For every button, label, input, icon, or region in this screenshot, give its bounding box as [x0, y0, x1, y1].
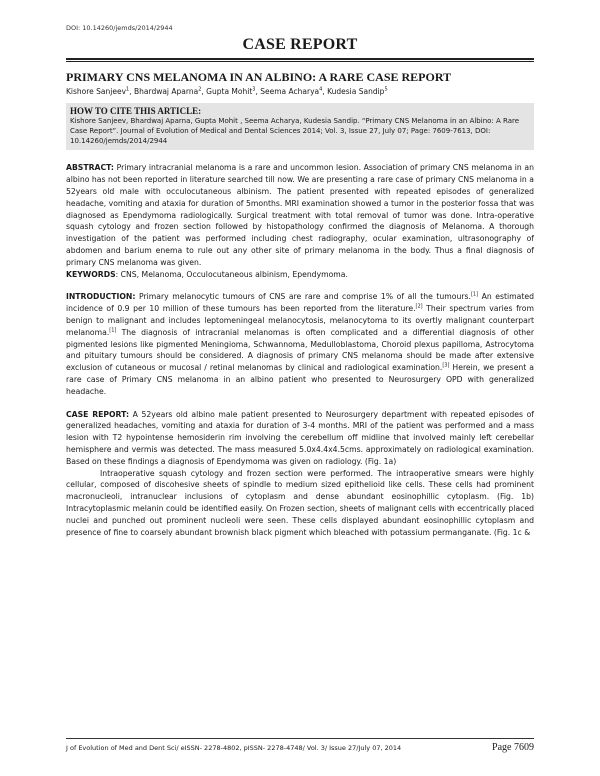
introduction-text: Their spectrum varies from benign to malignant and includes leptomeningeal melanocytosis, melanocytoma to its overtly malignant counterpart melanoma.	[66, 304, 534, 337]
keywords-paragraph	[66, 269, 534, 281]
introduction-text: The diagnosis of intracranial melanomas is often complicated and a differential diagnosis of other pigmented lesions like pigmented Meningioma, Schwannoma, Medulloblastoma, Choroid plexus papilloma, Astrocytoma and pituitary tumours should be considered. A diagnosis of primary CNS melanoma should be made after extensive exclusion of cutaneous or mucosal / retinal melanomas by clinical and radiological examination.	[66, 327, 534, 373]
reference-marker: [1]	[470, 291, 479, 298]
author-affiliation: 1	[126, 86, 130, 93]
citation-box	[66, 103, 534, 150]
doi-text: DOI: 10.14260/jemds/2014/2944	[66, 24, 173, 32]
case-report-label: CASE REPORT:	[66, 409, 130, 419]
reference-marker: [1]	[109, 327, 117, 334]
author-affiliation: 5	[384, 86, 388, 93]
author-name: Gupta Mohit	[206, 87, 253, 96]
author-name: Kishore Sanjeev	[66, 87, 127, 96]
reference-marker: [3]	[442, 362, 450, 369]
report-type-heading: CASE REPORT	[242, 36, 358, 53]
citation-text: Kishore Sanjeev, Bhardwaj Aparna, Gupta Mohit , Seema Acharya, Kudesia Sandip. “Primary CNS Melanoma in an Albino: A Rare Case Report”. Journal of Evolution of Medical and Dental Sciences 2014; Vol. 3, Issue 27, July 07; Page: 7609-7613, DOI: 10.14260/jemds/2014/2944	[70, 117, 520, 145]
keywords-label: KEYWORDS	[66, 269, 116, 279]
header-rule-thick	[66, 58, 534, 60]
article-title: PRIMARY CNS MELANOMA IN AN ALBINO: A RARE CASE REPORT	[66, 70, 452, 84]
author-name: Seema Acharya	[260, 87, 320, 96]
case-report-text: A 52years old albino male patient presented to Neurosurgery department with repeated episodes of generalized headaches, vomiting and ataxia for duration of 3-4 months. MRI of the patient was performed and a mass lesion with T2 hypointense hemosiderin rim involving the cerebellum off midline that involved mainly left cerebellar hemisphere and vermis was detected. The mass measured 5.0x4.4x4.5cms. approximately on radiological examination. Based on these findings a diagnosis of Ependymoma was given on radiology. (Fig. 1a)	[66, 409, 534, 466]
reference-marker: [2]	[415, 303, 423, 310]
citation-heading: HOW TO CITE THIS ARTICLE:	[70, 106, 202, 116]
author-name: Kudesia Sandip	[327, 87, 385, 96]
introduction-text: An estimated incidence of 0.9 per 10 million of these tumours has been reported from the literature.	[66, 292, 534, 314]
case-report-paragraph	[66, 468, 534, 539]
abstract-text: Primary intracranial melanoma is a rare and uncommon lesion. Association of primary CNS melanoma in an albino has not been reported in literature searched till now. We are presenting a rare case of primary CNS melanoma in a 52years old male with occulocutaneous albinism. The patient presented with repeated episodes of generalized headache, vomiting and ataxia for duration of 5months. MRI examination showed a tumor in the posterior fossa that was diagnosed as Ependymoma radiologically. Surgical treatment with total removal of tumor was done. Intra-operative squash cytology and frozen section followed by histopathology confirmed the diagnosis of Melanoma. A thorough investigation of the patient was performed including chest radiography, ocular examination, ultrasonography of abdomen and barium enema to rule out any other site of primary melanoma in the body. Thus a final diagnosis of primary CNS melanoma was given.	[66, 163, 534, 267]
footer-journal-info: J of Evolution of Med and Dent Sci/ eISSN- 2278-4802, pISSN- 2278-4748/ Vol. 3/ Issue 27/July 07, 2014	[66, 744, 402, 752]
author-name: Bhardwaj Aparna	[134, 87, 199, 96]
case-report-text: Intraoperative squash cytology and frozen section were performed. The intraoperative smears were highly cellular, composed of discohesive sheets of spindle to medium sized epithelioid like cells. These cells had prominent macronucleoli, intranuclear inclusions of cytoplasm and dense abundant eosinophillic cytoplasm. (Fig. 1b) Intracytoplasmic melanin could be identified easily. On Frozen section, sheets of malignant cells with eccentrically placed nuclei and punched out prominent nucleoli were seen. These cells displayed abundant eosinophillic cytoplasm and presence of fine to coarsely abundant brownish black pigment which bleached with potassium permanganate. (Fig. 1c &	[66, 468, 534, 537]
abstract-label: ABSTRACT:	[66, 163, 114, 173]
author-affiliation: 2	[198, 86, 202, 93]
author-affiliation: 4	[319, 86, 323, 93]
author-list: Kishore Sanjeev$^1$, Bhardwaj Aparna$^2$, Gupta Mohit$^3$, Seema Acharya$^4$, Kudesia Sandip$^5$	[66, 86, 388, 96]
introduction-text: Herein, we present a rare case of Primary CNS melanoma in an albino patient who presented to Neurosurgery OPD with generalized headache.	[66, 363, 534, 396]
keywords-text: : CNS, Melanoma, Occulocutaneous albinism, Ependymoma.	[115, 269, 348, 279]
case-report-paragraph	[66, 409, 534, 468]
page-number: Page 7609	[492, 742, 534, 753]
abstract-paragraph	[66, 162, 534, 268]
page-footer	[66, 738, 534, 753]
introduction-paragraph	[66, 291, 534, 397]
introduction-text: Primary melanocytic tumours of CNS are rare and comprise 1% of all the tumours.	[138, 292, 471, 302]
introduction-label: INTRODUCTION:	[66, 292, 136, 302]
author-affiliation: 3	[252, 86, 256, 93]
header-rule-thin	[66, 61, 534, 62]
